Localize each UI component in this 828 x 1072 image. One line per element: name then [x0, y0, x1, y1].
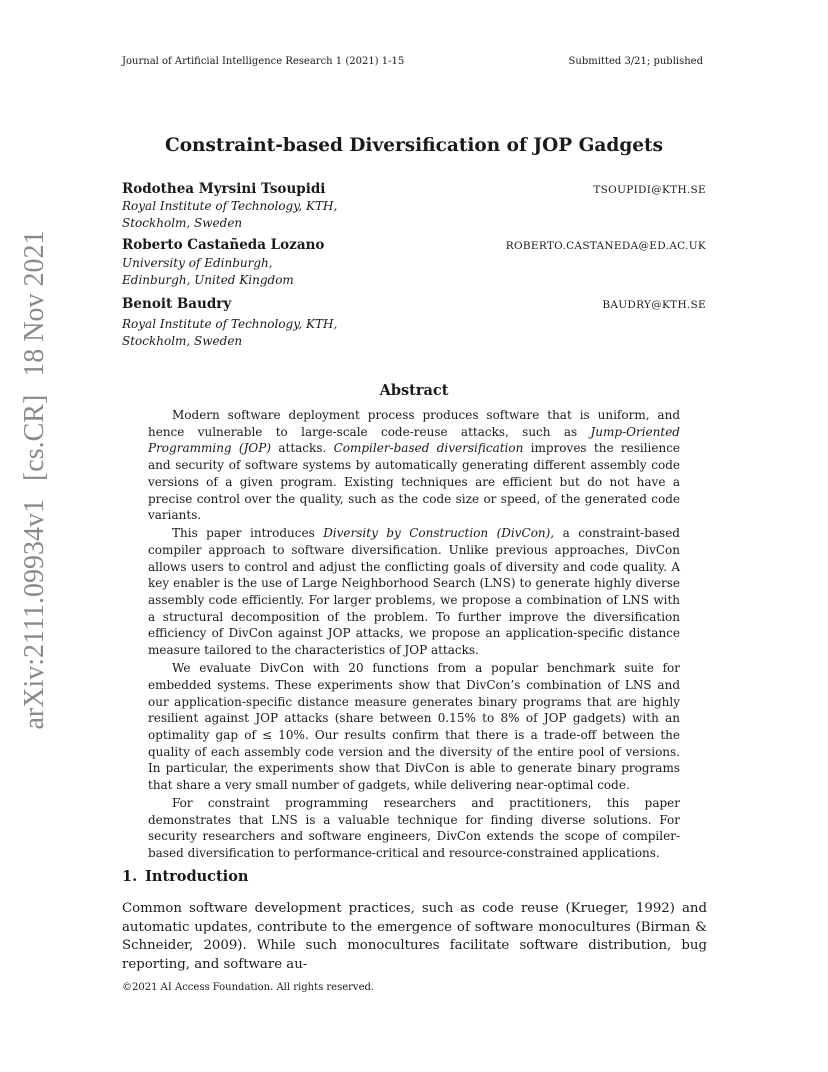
abstract-paragraph: Modern software deployment process produces software that is uniform, and hence vulnerable to large-scale code-reuse attacks, such as Jump-Oriented Programming (JOP) attacks. Compiler-based diversification improves the resilience and security of software systems by automatically generating different assembly code versions of a given program. Existing techniques are efficient but do not have a precise control over the quality, such as the code size or speed, of the generated code variants.: [148, 408, 681, 523]
author-name: Roberto Castañeda Lozano: [122, 237, 325, 253]
arxiv-category: [cs.CR]: [19, 394, 50, 482]
author-email: TSOUPIDI@KTH.SE: [593, 184, 706, 196]
author-email: ROBERTO.CASTANEDA@ED.AC.UK: [505, 240, 706, 252]
author-affiliation: [122, 316, 337, 350]
section-heading: [122, 868, 248, 885]
paper-title: Constraint-based Diversification of JOP Gadgets: [164, 135, 664, 156]
author-affiliation: [122, 198, 337, 232]
affiliation-line: Stockholm, Sweden: [122, 334, 243, 348]
section-title: Introduction: [145, 868, 249, 885]
affiliation-line: University of Edinburgh,: [122, 256, 273, 270]
abstract-body: [148, 407, 680, 863]
abstract-heading: Abstract: [379, 382, 449, 399]
submitted-header: Submitted 3/21; published: [568, 56, 703, 67]
journal-header: Journal of Artificial Intelligence Research 1 (2021) 1-15: [122, 56, 405, 67]
affiliation-line: Royal Institute of Technology, KTH,: [122, 317, 338, 331]
arxiv-date: 18 Nov 2021: [19, 230, 50, 377]
author-email: BAUDRY@KTH.SE: [602, 299, 706, 311]
intro-paragraph: Common software development practices, such as code reuse (Krueger, 1992) and automatic updates, contribute to the emergence of software monocultures (Birman & Schneider, 2009). While such monocultures facilitate software distribution, bug reporting, and software au-: [122, 901, 707, 972]
arxiv-id: arXiv:2111.09934v1: [19, 499, 50, 730]
abstract-paragraph: For constraint programming researchers and practitioners, this paper demonstrates that LNS is a valuable technique for finding diverse solutions. For security researchers and software engineers, DivCon extends the scope of compiler-based diversification to performance-critical and resource-constrained applications.: [148, 796, 680, 861]
affiliation-line: Royal Institute of Technology, KTH,: [122, 199, 338, 213]
section-number: 1.: [122, 868, 138, 885]
copyright-footer: ©2021 AI Access Foundation. All rights reserved.: [122, 982, 375, 993]
arxiv-stamp: [19, 230, 51, 729]
abstract-paragraph: We evaluate DivCon with 20 functions from a popular benchmark suite for embedded systems. These experiments show that DivCon’s combination of LNS and our application-specific distance measure generates binary programs that are highly resilient against JOP attacks (share between 0.15% to 8% of JOP gadgets) with an optimality gap of ≤ 10%. Our results confirm that there is a trade-off between the quality of each assembly code version and the diversity of the entire pool of versions. In particular, the experiments show that DivCon is able to generate binary programs that share a very small number of gadgets, while delivering near-optimal code.: [148, 661, 680, 793]
abstract-paragraph: This paper introduces Diversity by Construction (DivCon), a constraint-based compiler approach to software diversification. Unlike previous approaches, DivCon allows users to control and adjust the conflicting goals of diversity and code quality. A key enabler is the use of Large Neighborhood Search (LNS) to generate highly diverse assembly code efficiently. For larger problems, we propose a combination of LNS with a structural decomposition of the problem. To further improve the diversification efficiency of DivCon against JOP attacks, we propose an application-specific distance measure tailored to the characteristics of JOP attacks.: [148, 526, 680, 658]
author-name: Rodothea Myrsini Tsoupidi: [122, 181, 326, 197]
author-affiliation: [122, 255, 294, 289]
affiliation-line: Stockholm, Sweden: [122, 216, 243, 230]
affiliation-line: Edinburgh, United Kingdom: [122, 273, 294, 287]
author-name: Benoit Baudry: [122, 296, 232, 312]
